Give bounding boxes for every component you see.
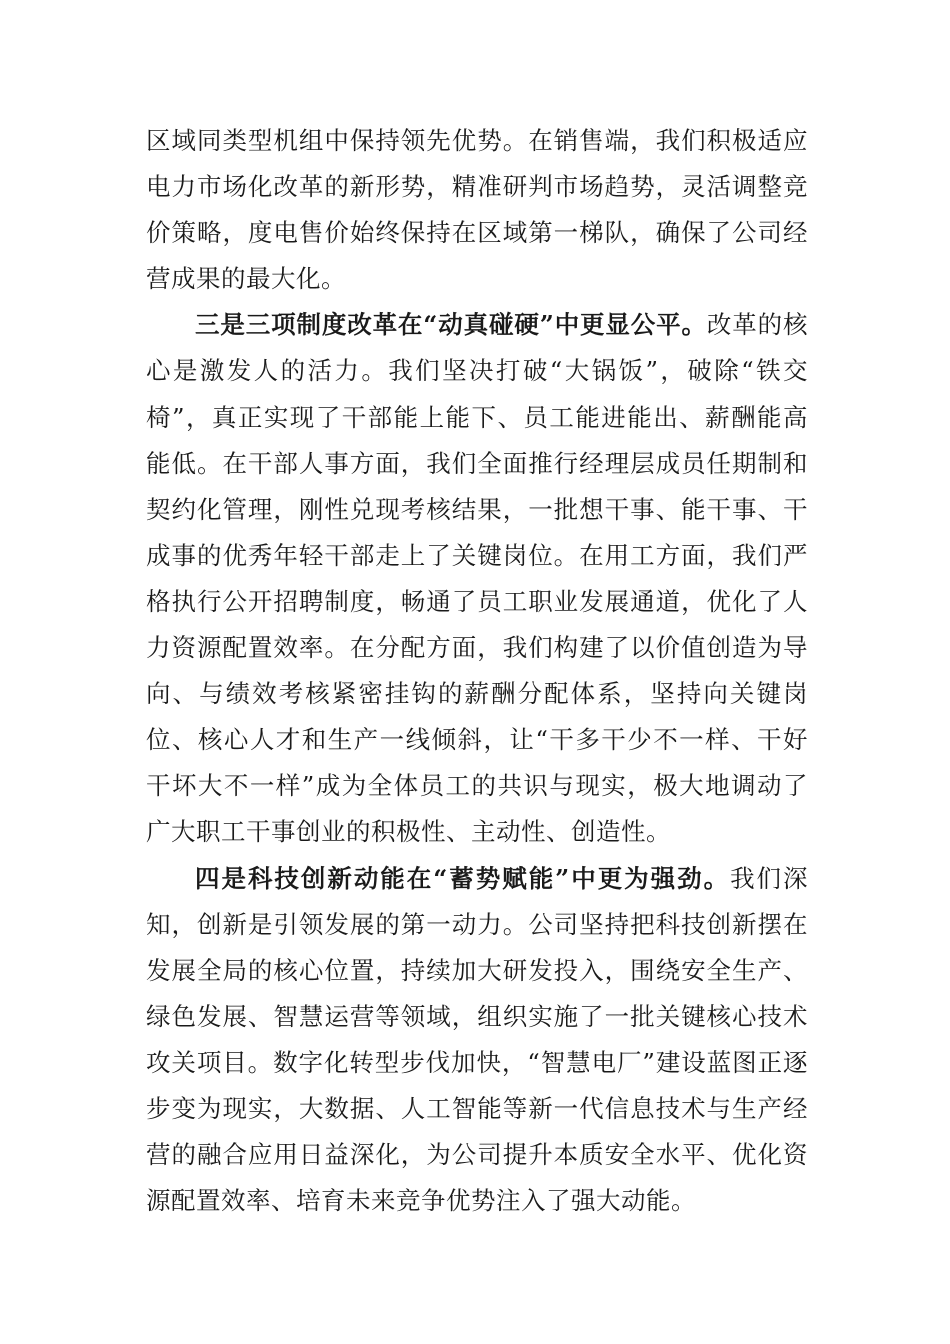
- paragraph-3: [146, 856, 808, 1225]
- document-body: [146, 118, 808, 1224]
- paragraph-3-lead: 四是科技创新动能在“蓄势赋能”中更为强劲。: [195, 863, 731, 893]
- paragraph-1: [146, 118, 808, 302]
- paragraph-3-body: 我们深知，创新是引领发展的第一动力。公司坚持把科技创新摆在发展全局的核心位置，持续加大研发投入，围绕安全生产、绿色发展、智慧运营等领域，组织实施了一批关键核心技术攻关项目。数字化转型步伐加快，“智慧电厂”建设蓝图正逐步变为现实，大数据、人工智能等新一代信息技术与生产经营的融合应用日益深化，为公司提升本质安全水平、优化资源配置效率、培育未来竞争优势注入了强大动能。: [146, 863, 809, 1216]
- paragraph-2: [146, 302, 808, 855]
- paragraph-2-lead: 三是三项制度改革在“动真碰硬”中更显公平。: [195, 310, 707, 340]
- paragraph-2-body: 改革的核心是激发人的活力。我们坚决打破“大锅饭”，破除“铁交椅”，真正实现了干部能上能下、员工能进能出、薪酬能高能低。在干部人事方面，我们全面推行经理层成员任期制和契约化管理，刚性兑现考核结果，一批想干事、能干事、干成事的优秀年轻干部走上了关键岗位。在用工方面，我们严格执行公开招聘制度，畅通了员工职业发展通道，优化了人力资源配置效率。在分配方面，我们构建了以价值创造为导向、与绩效考核紧密挂钩的薪酬分配体系，坚持向关键岗位、核心人才和生产一线倾斜，让“干多干少不一样、干好干坏大不一样”成为全体员工的共识与现实，极大地调动了广大职工干事创业的积极性、主动性、创造性。: [146, 310, 809, 847]
- paragraph-1-body: 区域同类型机组中保持领先优势。在销售端，我们积极适应电力市场化改革的新形势，精准研判市场趋势，灵活调整竞价策略，度电售价始终保持在区域第一梯队，确保了公司经营成果的最大化。: [146, 126, 808, 294]
